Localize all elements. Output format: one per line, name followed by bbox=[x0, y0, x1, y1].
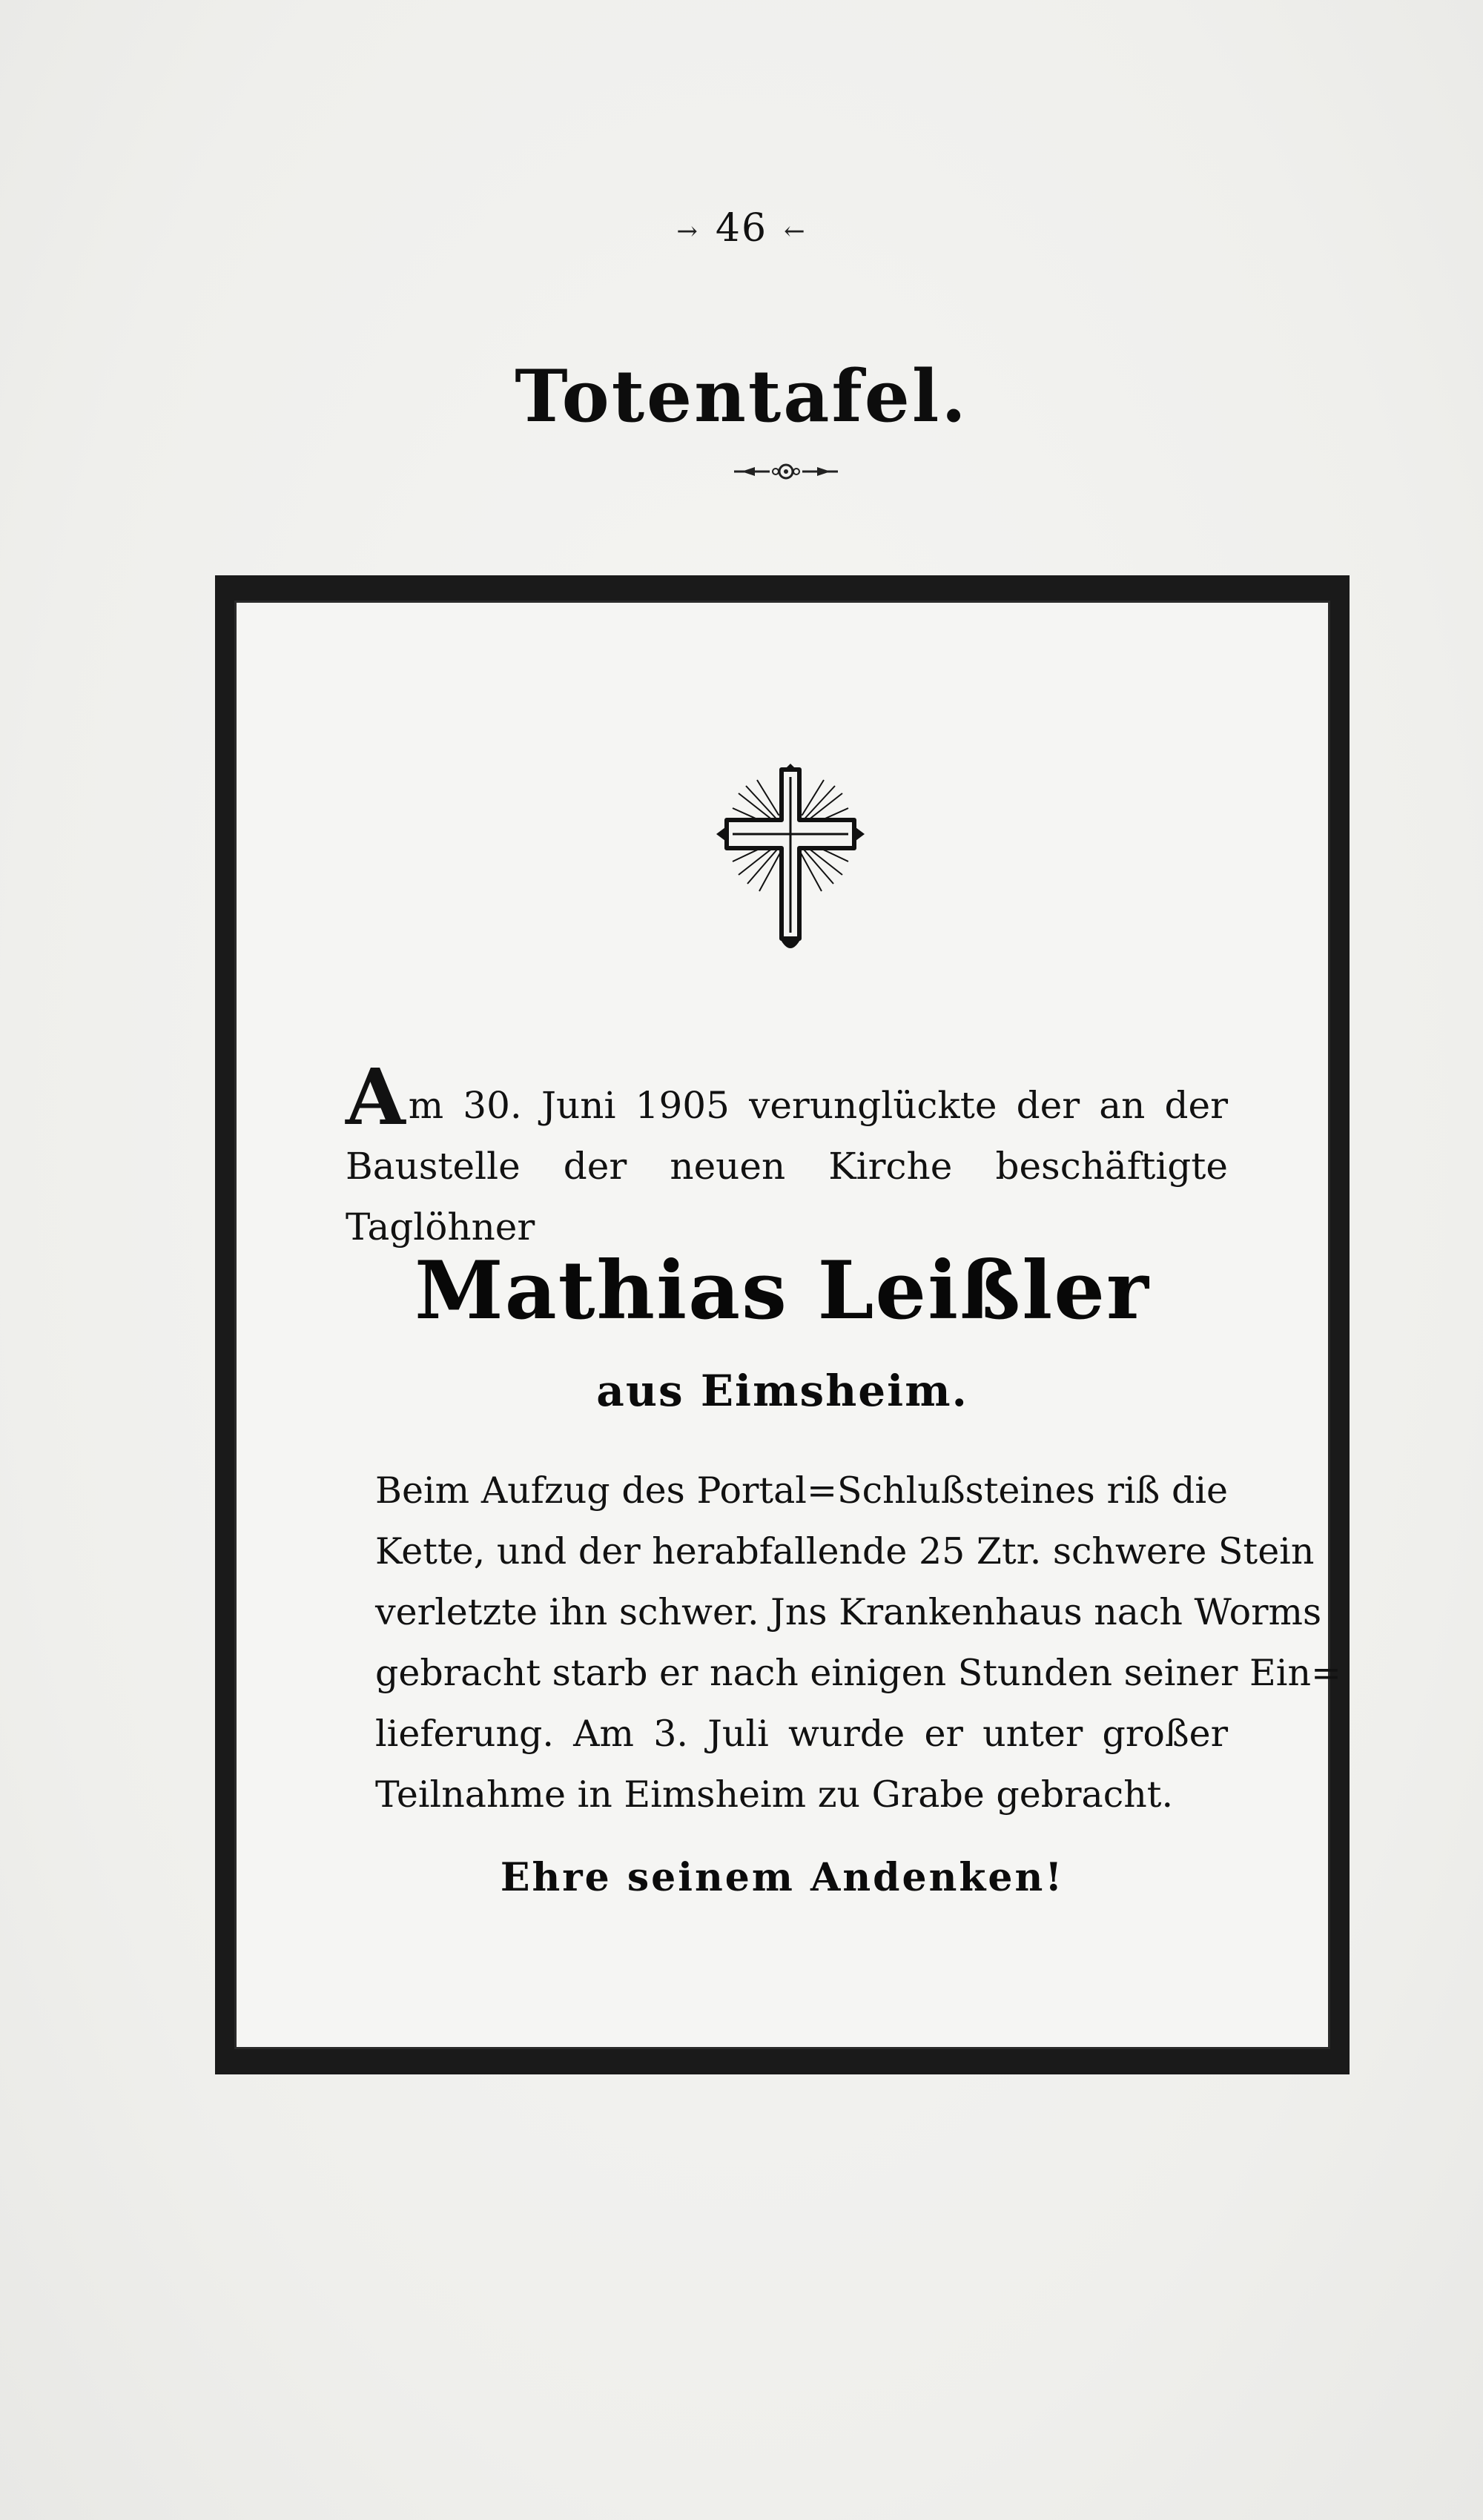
body-line: Kette, und der herabfallende 25 Ztr. schwere Stein bbox=[375, 1530, 1315, 1572]
notice-intro bbox=[346, 1051, 1228, 1257]
page-title: Totentafel. bbox=[515, 354, 968, 438]
page-number: 46 bbox=[715, 206, 768, 251]
cross-icon bbox=[716, 764, 865, 956]
arrow-ornament-icon: ← bbox=[784, 216, 807, 246]
ornament-icon bbox=[734, 457, 838, 486]
notice-body bbox=[375, 1461, 1342, 1825]
page-number-header bbox=[0, 206, 1483, 251]
body-line: Teilnahme in Eimsheim zu Grabe gebracht. bbox=[375, 1773, 1174, 1816]
intro-line-1: m 30. Juni 1905 verunglückte der an der bbox=[408, 1084, 1228, 1127]
obituary-frame bbox=[215, 575, 1350, 2074]
body-line: gebracht starb er nach einigen Stunden seiner Ein= bbox=[375, 1652, 1342, 1694]
body-line: lieferung. Am 3. Juli wurde er unter großer bbox=[375, 1713, 1228, 1755]
body-line: Beim Aufzug des Portal=Schlußsteines riß die bbox=[375, 1469, 1228, 1512]
deceased-name: Mathias Leißler bbox=[414, 1244, 1150, 1337]
closing-line: Ehre seinem Andenken! bbox=[500, 1855, 1065, 1900]
intro-line-2: Baustelle der neuen Kirche beschäftigte Taglöhner bbox=[346, 1145, 1228, 1249]
drop-initial: A bbox=[346, 1051, 406, 1142]
deceased-origin: aus Eimsheim. bbox=[596, 1366, 968, 1416]
body-line: verletzte ihn schwer. Jns Krankenhaus nach Worms bbox=[375, 1591, 1322, 1633]
arrow-ornament-icon: → bbox=[676, 216, 699, 246]
